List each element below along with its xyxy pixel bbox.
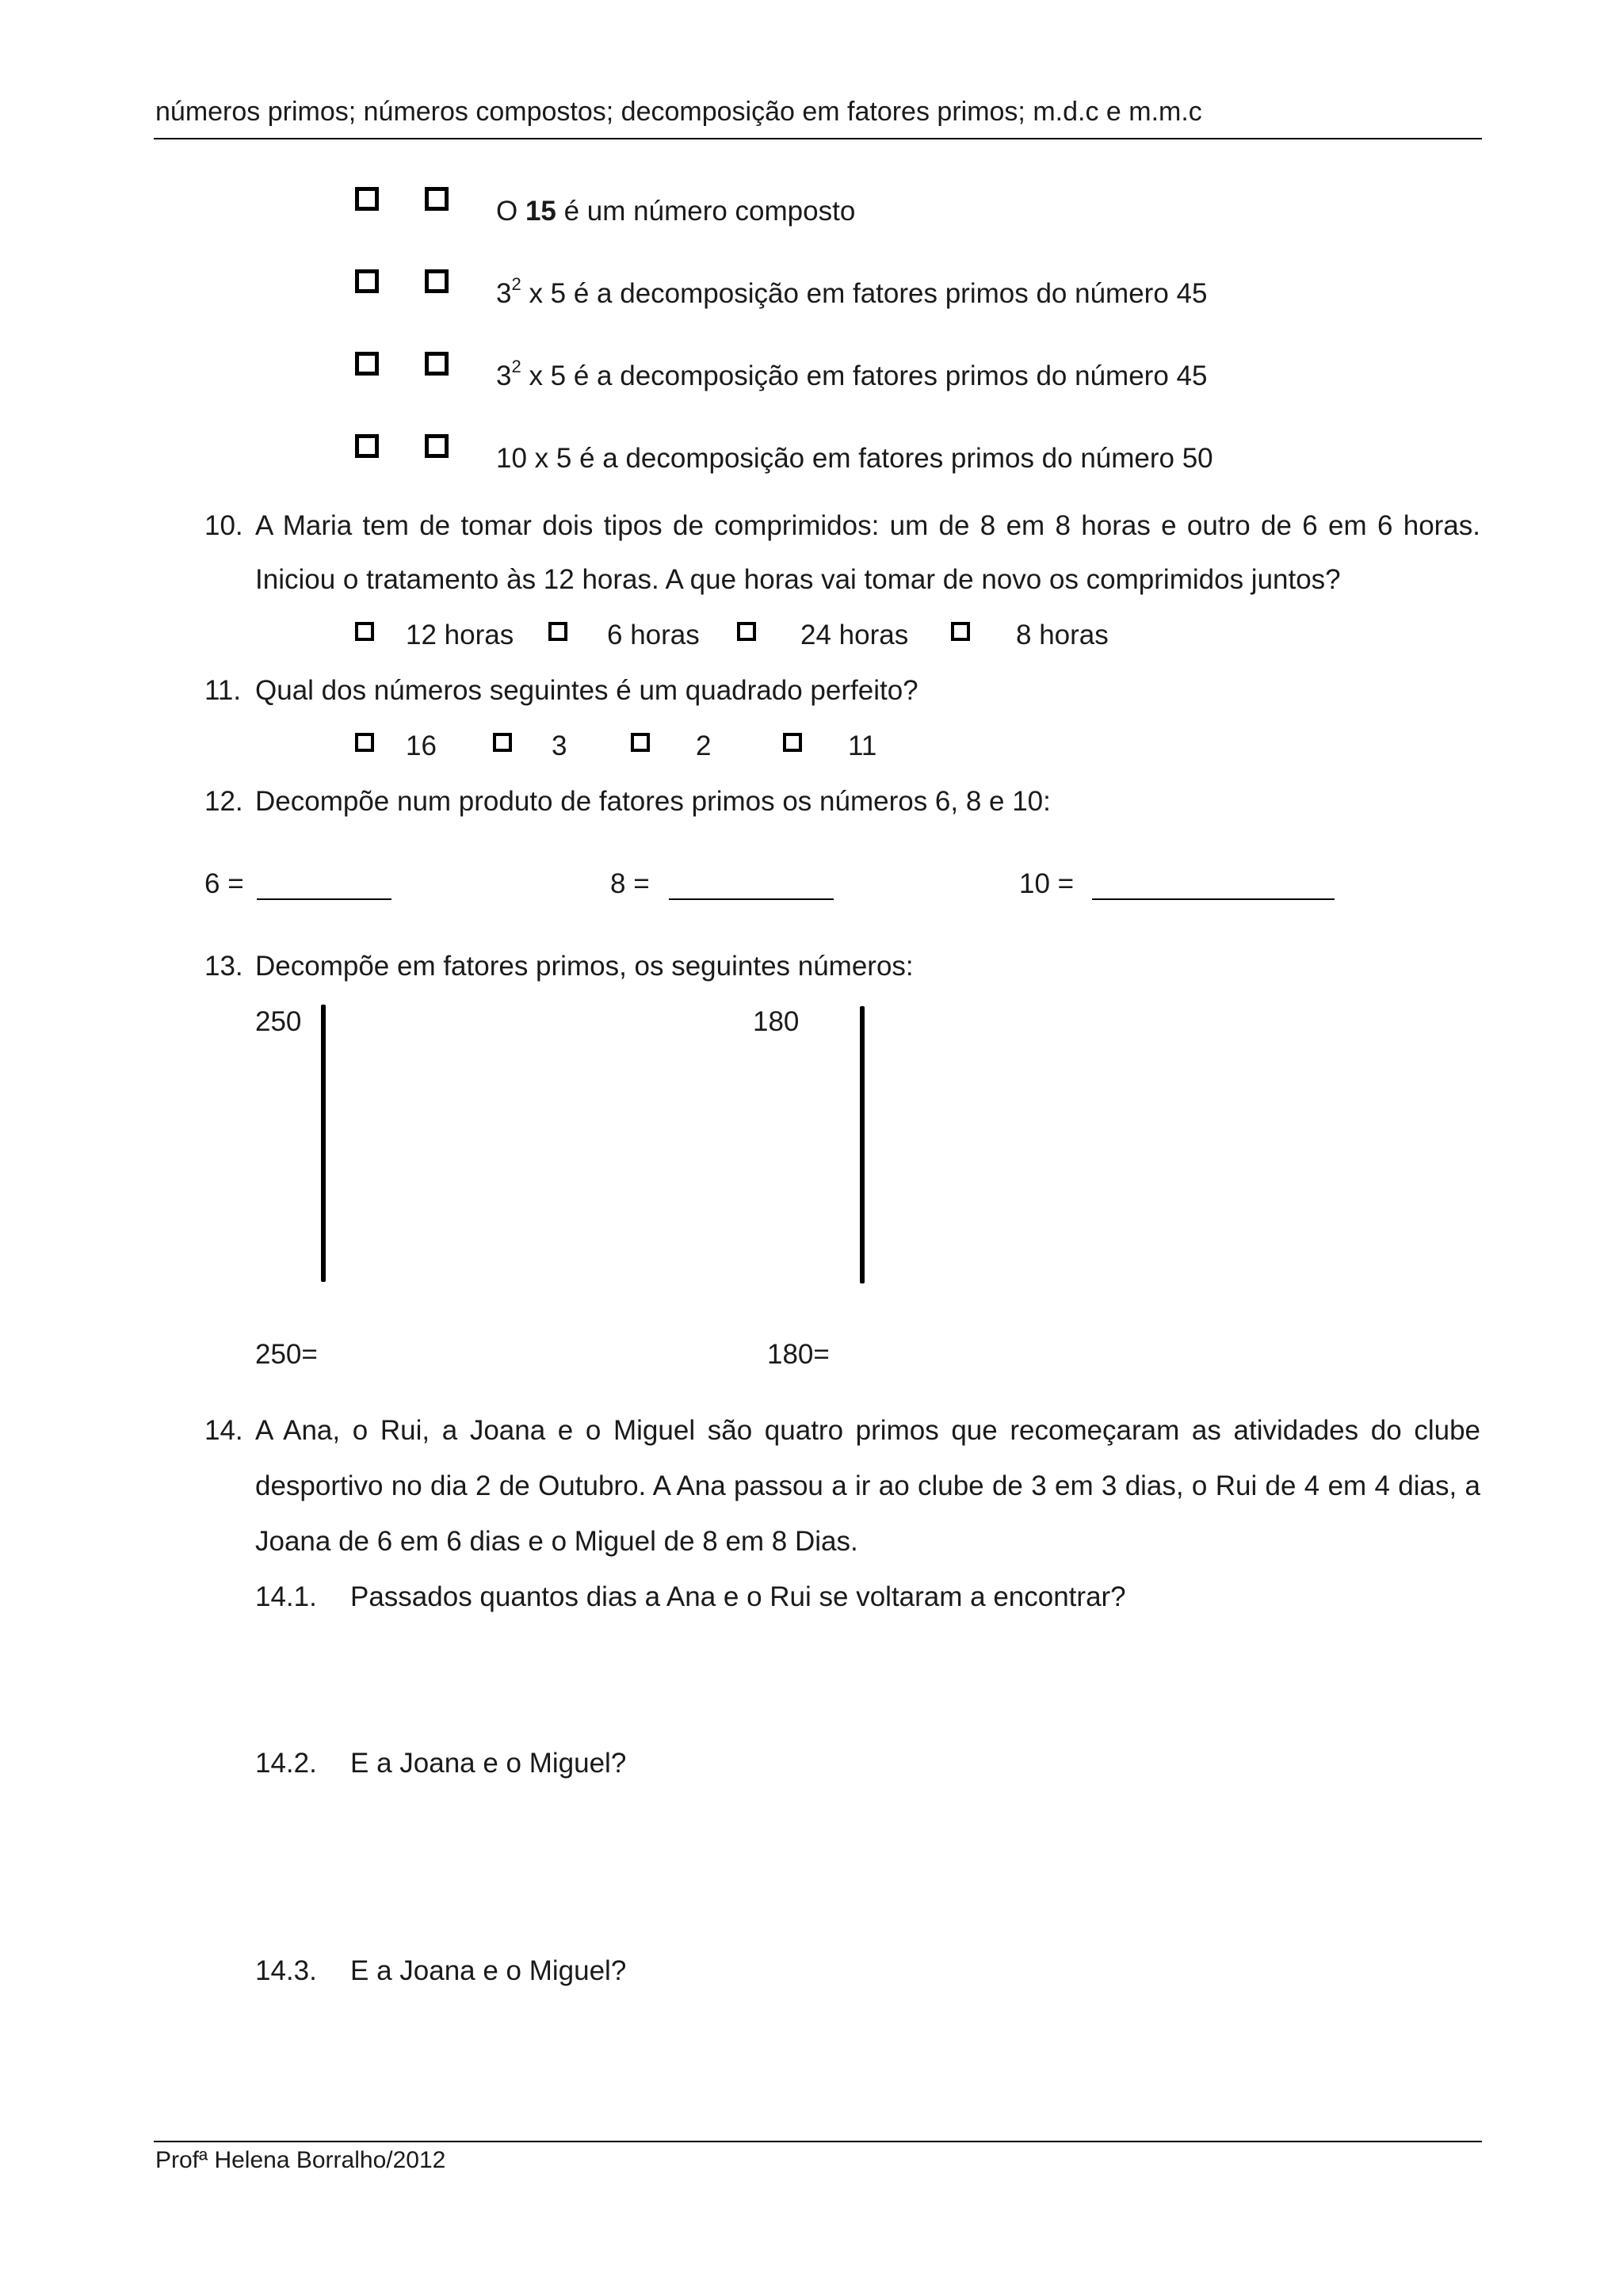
option-checkbox[interactable]: [355, 622, 374, 641]
sub-question-text: E a Joana e o Miguel?: [350, 1748, 627, 1779]
option-label: 24 horas: [800, 620, 909, 650]
factor-number: 250: [255, 1006, 302, 1037]
sub-question-text: E a Joana e o Miguel?: [350, 1955, 627, 1986]
question-text-line: A Ana, o Rui, a Joana e o Miguel são quatro primos que recomeçaram as atividades do clube: [255, 1415, 1480, 1446]
option-checkbox[interactable]: [737, 622, 756, 641]
factor-result-label: 250=: [255, 1339, 318, 1370]
option-label: 2: [696, 730, 712, 761]
page-footer: Profª Helena Borralho/2012: [155, 2147, 446, 2173]
question-text-line: desportivo no dia 2 de Outubro. A Ana passou a ir ao clube de 3 em 3 dias, o Rui de 4 em 4 dias, a: [255, 1470, 1480, 1501]
header-rule: [154, 138, 1482, 139]
factor-number: 180: [753, 1006, 800, 1037]
answer-blank[interactable]: [1092, 876, 1335, 900]
answer-label: 6 =: [204, 868, 244, 899]
tf-item-text: $3^2$ x 5 é a decomposição em fatores primos do número 45: [496, 274, 1208, 309]
tf-item-text: $3^2$ x 5 é a decomposição em fatores primos do número 45: [496, 357, 1208, 391]
option-label: 8 horas: [1016, 620, 1109, 650]
option-checkbox[interactable]: [783, 733, 802, 752]
question-number: 13.: [204, 951, 243, 982]
sub-question-number: 14.2.: [255, 1748, 317, 1779]
checkbox-true[interactable]: [355, 187, 379, 211]
question-number: 12.: [204, 786, 243, 817]
option-label: 12 horas: [406, 620, 514, 650]
factor-result-label: 180=: [767, 1339, 830, 1370]
page-header: números primos; números compostos; decomposição em fatores primos; m.d.c e m.m.c: [155, 97, 1202, 127]
question-number: 11.: [204, 675, 242, 706]
question-number: 10.: [204, 510, 243, 541]
option-checkbox[interactable]: [493, 733, 512, 752]
checkbox-false[interactable]: [425, 352, 449, 376]
answer-blank[interactable]: [257, 876, 391, 900]
answer-blank[interactable]: [669, 876, 834, 900]
checkbox-true[interactable]: [355, 434, 379, 458]
question-text-line: Joana de 6 em 6 dias e o Miguel de 8 em 8 Dias.: [255, 1526, 858, 1557]
option-checkbox[interactable]: [548, 622, 567, 641]
question-number: 14.: [204, 1415, 243, 1446]
question-text-line: A Maria tem de tomar dois tipos de comprimidos: um de 8 em 8 horas e outro de 6 em 6 horas.: [255, 510, 1480, 541]
factor-divider-line: [321, 1005, 326, 1282]
tf-item-text: 10 x 5 é a decomposição em fatores primos do número 50: [496, 443, 1213, 474]
answer-label: 8 =: [610, 868, 650, 899]
option-checkbox[interactable]: [355, 733, 374, 752]
answer-label: 10 =: [1019, 868, 1075, 899]
checkbox-false[interactable]: [425, 269, 449, 293]
sub-question-number: 14.1.: [255, 1581, 317, 1612]
option-checkbox[interactable]: [951, 622, 970, 641]
option-label: 16: [406, 730, 437, 761]
footer-rule: [154, 2141, 1482, 2142]
question-text: Decompõe num produto de fatores primos os números 6, 8 e 10:: [255, 786, 1051, 817]
option-checkbox[interactable]: [631, 733, 650, 752]
question-text-line: Iniciou o tratamento às 12 horas. A que horas vai tomar de novo os comprimidos juntos?: [255, 564, 1341, 595]
option-label: 11: [848, 730, 877, 761]
sub-question-number: 14.3.: [255, 1955, 317, 1986]
question-text: Qual dos números seguintes é um quadrado perfeito?: [255, 675, 918, 706]
checkbox-true[interactable]: [355, 352, 379, 376]
checkbox-false[interactable]: [425, 187, 449, 211]
sub-question-text: Passados quantos dias a Ana e o Rui se voltaram a encontrar?: [350, 1581, 1126, 1612]
checkbox-false[interactable]: [425, 434, 449, 458]
option-label: 3: [552, 730, 567, 761]
factor-divider-line: [860, 1006, 865, 1283]
checkbox-true[interactable]: [355, 269, 379, 293]
question-text: Decompõe em fatores primos, os seguintes números:: [255, 951, 914, 982]
option-label: 6 horas: [607, 620, 700, 650]
tf-item-text: O 15 é um número composto: [496, 196, 856, 227]
